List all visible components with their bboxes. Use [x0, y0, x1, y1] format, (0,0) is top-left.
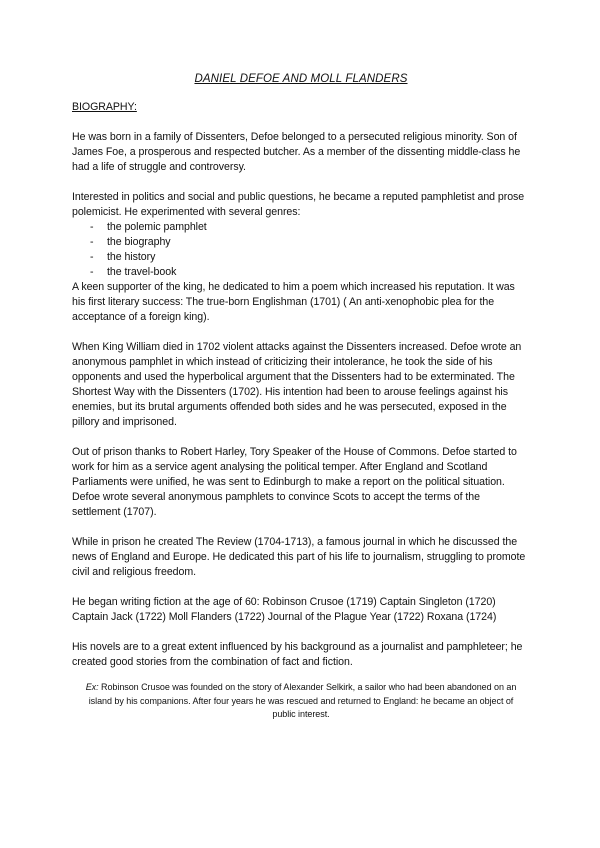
example-note [72, 681, 530, 722]
paragraph-prison-release: Out of prison thanks to Robert Harley, Tory Speaker of the House of Commons. Defoe started to work for him as a service agent analysing the political temper. After England and Scotland Parliaments were unified, he was sent to Edinburgh to make a report on the political situation. Defoe wrote several anonymous pamphlets to convince Scots to accept the terms of the settlement (1707). [72, 446, 517, 518]
document-page [72, 72, 530, 722]
paragraph-king-supporter: A keen supporter of the king, he dedicated to him a poem which increased his reputation. It was his first literary success: The true-born Englishman (1701) ( An anti-xenophobic plea for the acceptance of a foreign king). [72, 281, 515, 323]
example-text: Robinson Crusoe was founded on the story of Alexander Selkirk, a sailor who had been abandoned on an island by his companions. After four years he was rescued and returned to England: he became an object of public interest. [88, 682, 517, 719]
list-item: - the polemic pamphlet [72, 220, 530, 235]
list-item: - the history [72, 250, 530, 265]
genres-list [72, 220, 530, 280]
paragraph-novels-influence: His novels are to a great extent influenced by his background as a journalist and pamphleteer; he created good stories from the combination of fact and fiction. [72, 641, 523, 668]
example-label: Ex: [85, 682, 99, 692]
paragraph-birth: He was born in a family of Dissenters, Defoe belonged to a persecuted religious minority. Son of James Foe, a prosperous and respected butcher. As a member of the dissenting middle-class he had a life of struggle and controversy. [72, 131, 521, 173]
document-title: DANIEL DEFOE AND MOLL FLANDERS [194, 73, 408, 85]
paragraph-the-review: While in prison he created The Review (1704-1713), a famous journal in which he discussed the news of England and Europe. He dedicated this part of his life to journalism, struggling to promote civil and religious freedom. [72, 536, 526, 578]
section-heading-biography: BIOGRAPHY: [72, 101, 137, 113]
list-item: - the travel-book [72, 265, 530, 280]
paragraph-king-william: When King William died in 1702 violent attacks against the Dissenters increased. Defoe wrote an anonymous pamphlet in which instead of criticizing their intolerance, he took the side of his opponents and used the hyperbolical argument that the Dissenters had to be exterminated. The Shortest Way with the Dissenters (1702). His intention had been to arouse feelings against his enemies, but its brutal arguments offended both sides and he was persecuted, exposed in the pillory and imprisoned. [72, 341, 522, 428]
paragraph-fiction-works: He began writing fiction at the age of 60: Robinson Crusoe (1719) Captain Singleton (1720) Captain Jack (1722) Moll Flanders (1722) Journal of the Plague Year (1722) Roxana (1724) [72, 596, 497, 623]
paragraph-politics: Interested in politics and social and public questions, he became a reputed pamphletist and prose polemicist. He experimented with several genres: [72, 191, 525, 218]
list-item: - the biography [72, 235, 530, 250]
